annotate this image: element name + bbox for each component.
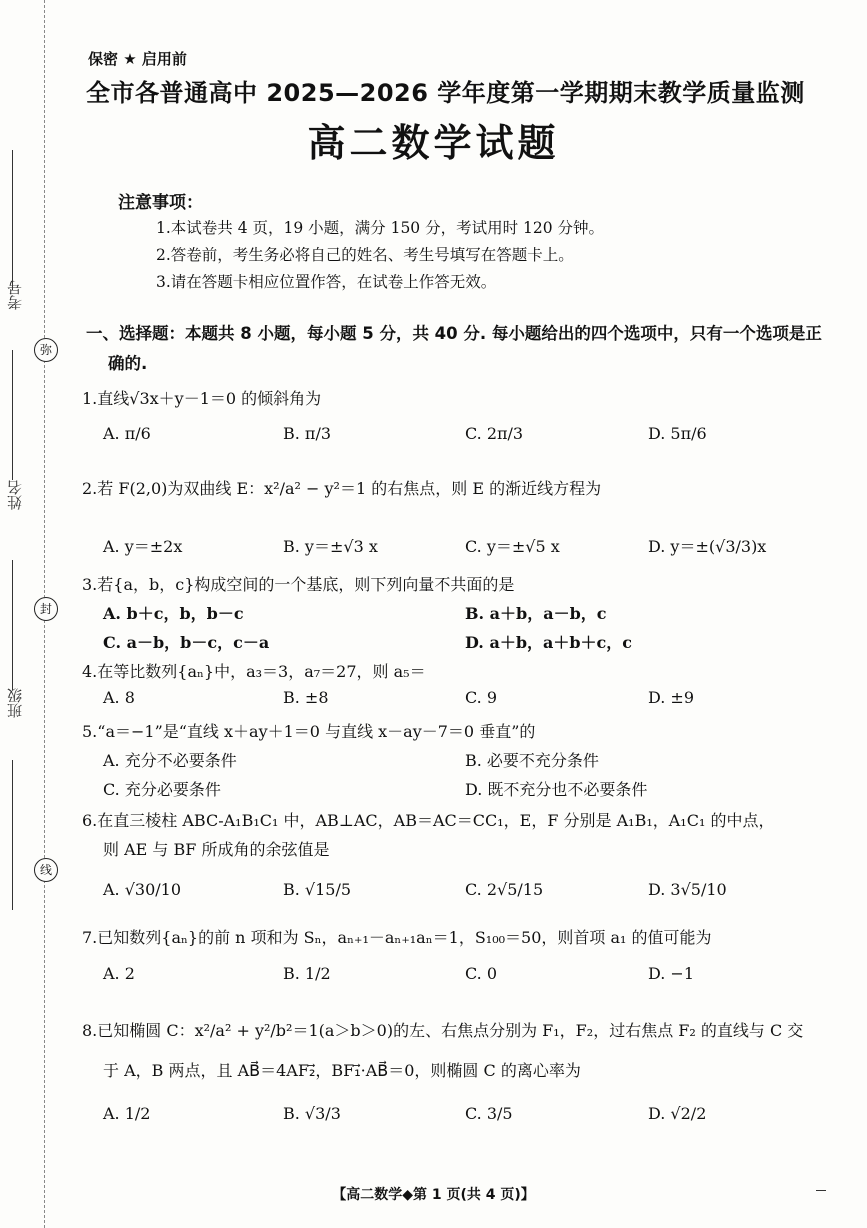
question-1-option-d: D. 5π/6 — [648, 424, 707, 443]
field-line-name — [12, 350, 13, 480]
exam-title: 全市各普通高中 2025—2026 学年度第一学期期末教学质量监测 — [86, 79, 805, 107]
question-5-stem: 5.“a＝−1”是“直线 x＋ay＋1＝0 与直线 x－ay－7＝0 垂直”的 — [82, 722, 536, 741]
question-3-option-c: C. a－b，b－c，c－a — [103, 633, 270, 652]
question-3-stem: 3.若{a，b，c}构成空间的一个基底，则下列向量不共面的是 — [82, 575, 515, 594]
notice-item: 2.答卷前，考生务必将自己的姓名、考生号填写在答题卡上。 — [156, 246, 574, 264]
question-2-option-b: B. y＝±√3 x — [283, 537, 378, 556]
question-8-option-d: D. √2/2 — [648, 1104, 707, 1123]
question-2-option-c: C. y＝±√5 x — [465, 537, 560, 556]
field-exam-number: 考号 — [6, 280, 24, 310]
notice-item: 1.本试卷共 4 页，19 小题，满分 150 分，考试用时 120 分钟。 — [156, 219, 605, 237]
confidential-label: 保密 ★ 启用前 — [88, 50, 187, 68]
question-4-option-c: C. 9 — [465, 688, 498, 707]
question-8-option-b: B. √3/3 — [283, 1104, 341, 1123]
notice-item: 3.请在答题卡相应位置作答，在试卷上作答无效。 — [156, 273, 497, 291]
question-7-option-b: B. 1/2 — [283, 964, 331, 983]
question-7-option-c: C. 0 — [465, 964, 498, 983]
question-6-option-d: D. 3√5/10 — [648, 880, 727, 899]
page-footer: 【高二数学◆第 1 页(共 4 页)】 — [332, 1187, 535, 1203]
question-8-stem: 8.已知椭圆 C：x²/a² + y²/b²＝1(a＞b＞0)的左、右焦点分别为 F₁，F₂，过右焦点 F₂ 的直线与 C 交 — [82, 1021, 804, 1040]
field-line-exam-number — [12, 150, 13, 290]
question-5-option-b: B. 必要不充分条件 — [465, 751, 599, 770]
field-class: 班级 — [6, 688, 24, 718]
question-1-option-b: B. π/3 — [283, 424, 332, 443]
question-4-stem: 4.在等比数列{aₙ}中，a₃＝3，a₇＝27，则 a₅＝ — [82, 662, 426, 681]
section-heading-cont: 确的. — [108, 354, 148, 373]
subject-title: 高二数学试题 — [307, 121, 560, 165]
seal-mi: 弥 — [34, 338, 58, 362]
field-line-extra — [12, 760, 13, 910]
question-3-option-d: D. a＋b，a＋b＋c，c — [465, 633, 633, 652]
footer-mark — [816, 1190, 826, 1191]
seal-xian: 线 — [34, 858, 58, 882]
question-1-option-c: C. 2π/3 — [465, 424, 524, 443]
question-6-option-b: B. √15/5 — [283, 880, 352, 899]
question-5-option-a: A. 充分不必要条件 — [103, 751, 237, 770]
question-8-option-a: A. 1/2 — [103, 1104, 151, 1123]
question-2-stem: 2.若 F(2,0)为双曲线 E：x²/a² − y²＝1 的右焦点，则 E 的渐近线方程为 — [82, 479, 602, 498]
question-5-option-d: D. 既不充分也不必要条件 — [465, 780, 648, 799]
question-3-option-b: B. a＋b，a－b，c — [465, 604, 607, 623]
question-7-stem: 7.已知数列{aₙ}的前 n 项和为 Sₙ，aₙ₊₁－aₙ₊₁aₙ＝1，S₁₀₀＝50，则首项 a₁ 的值可能为 — [82, 928, 712, 947]
field-name: 姓名 — [6, 480, 24, 510]
question-5-option-c: C. 充分必要条件 — [103, 780, 221, 799]
question-2-option-a: A. y＝±2x — [103, 537, 183, 556]
question-2-option-d: D. y＝±(√3/3)x — [648, 537, 767, 556]
question-7-option-a: A. 2 — [103, 964, 135, 983]
question-6-stem: 6.在直三棱柱 ABC-A₁B₁C₁ 中，AB⊥AC，AB＝AC＝CC₁，E，F 分别是 A₁B₁，A₁C₁ 的中点， — [82, 811, 775, 830]
question-8-option-c: C. 3/5 — [465, 1104, 513, 1123]
notice-heading: 注意事项： — [118, 193, 203, 213]
seal-feng: 封 — [34, 597, 58, 621]
question-4-option-d: D. ±9 — [648, 688, 695, 707]
field-line-class — [12, 560, 13, 690]
question-6-stem-cont: 则 AE 与 BF 所成角的余弦值是 — [103, 840, 330, 859]
question-3-option-a: A. b＋c，b，b－c — [103, 604, 244, 623]
section-heading: 一、选择题：本题共 8 小题，每小题 5 分，共 40 分. 每小题给出的四个选项中，只有一个选项是正 — [86, 324, 822, 343]
question-1-stem: 1.直线√3x＋y－1＝0 的倾斜角为 — [82, 389, 322, 408]
question-8-stem-cont: 于 A，B 两点，且 AB⃗＝4AF₂⃗，BF₁⃗·AB⃗＝0，则椭圆 C 的离心率为 — [103, 1061, 581, 1080]
question-6-option-a: A. √30/10 — [103, 880, 182, 899]
question-7-option-d: D. −1 — [648, 964, 695, 983]
question-4-option-a: A. 8 — [103, 688, 135, 707]
question-4-option-b: B. ±8 — [283, 688, 329, 707]
question-1-option-a: A. π/6 — [103, 424, 151, 443]
question-6-option-c: C. 2√5/15 — [465, 880, 544, 899]
